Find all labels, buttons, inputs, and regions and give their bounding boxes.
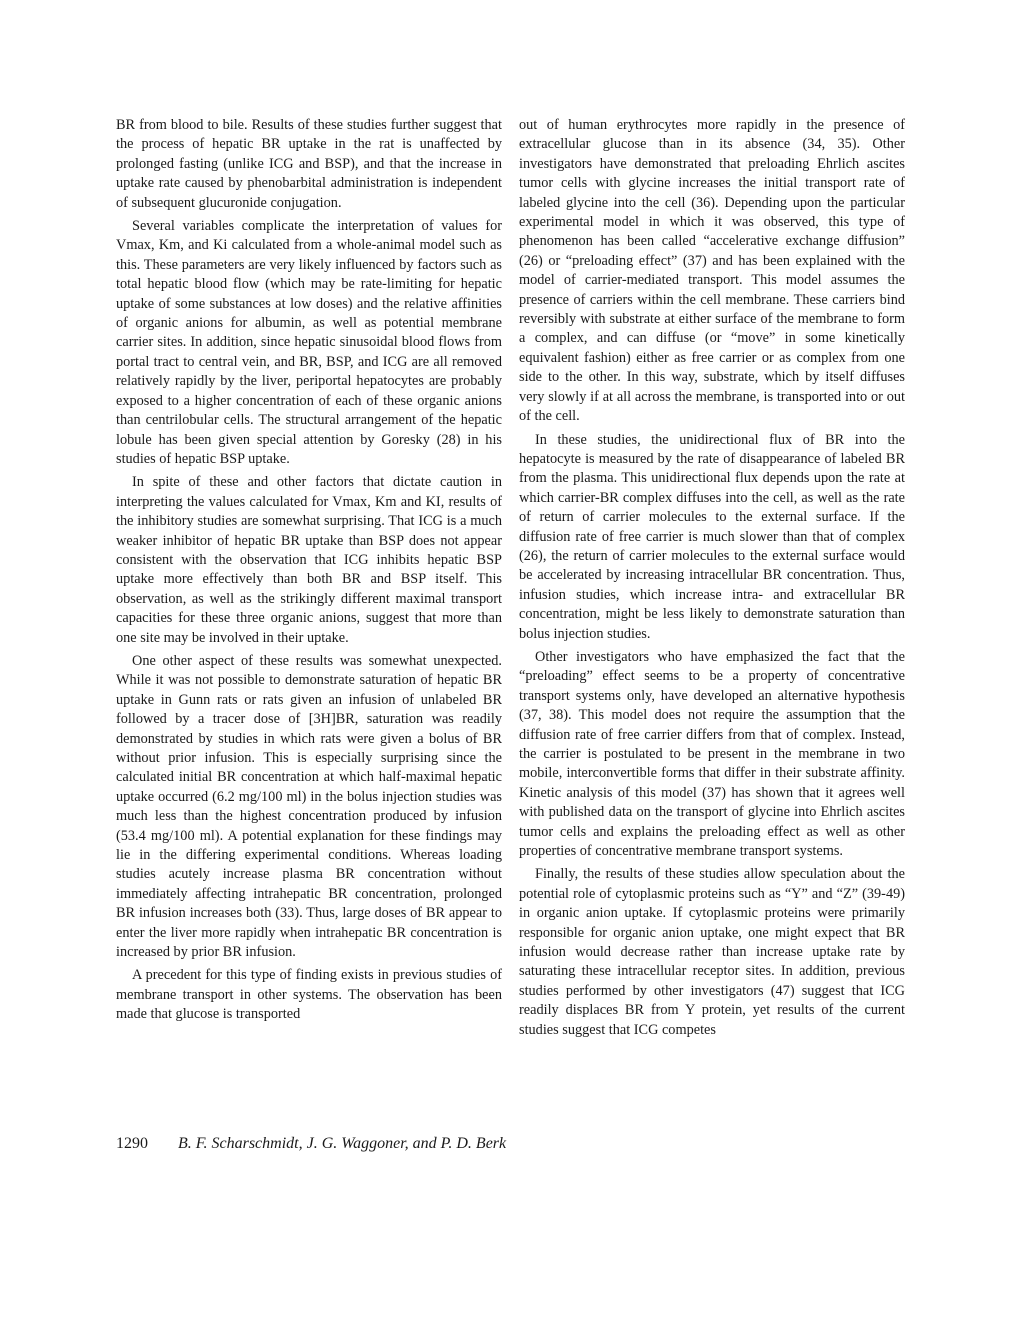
page-number: 1290 [116, 1135, 148, 1152]
paragraph: Several variables complicate the interpretation of values for Vmax, Km, and Ki calculated from a whole-animal model such as this. These parameters are very likely influenced by factors such as total hepatic blood flow (which may be rate-limiting for hepatic uptake of some substances at low doses) and the relative affinities of organic anions for albumin, as well as potential membrane carrier sites. In addition, since hepatic sinusoidal blood flows from portal tract to central vein, and BR, BSP, and ICG are all removed relatively rapidly by the liver, periportal hepatocytes are probably exposed to a higher concentration of each of these organic anions than centrilobular cells. The structural arrangement of the hepatic lobule has been given special attention by Goresky (28) in his studies of hepatic BSP uptake. [116, 218, 502, 467]
running-authors: B. F. Scharschmidt, J. G. Waggoner, and P. D. Berk [178, 1135, 507, 1152]
paragraph: In these studies, the unidirectional flux of BR into the hepatocyte is measured by the rate of disappearance of labeled BR from the plasma. This unidirectional flux depends upon the rate at which carrier-BR complex diffuses into the cell, as well as the rate of return of carrier molecules to the external surface. If the diffusion rate of free carrier is much slower than that of complex (26), the return of carrier molecules to the external surface would be accelerated by increasing intracellular BR concentration. Thus, infusion studies, which increase intra- and extracellular BR concentration, might be less likely to demonstrate saturation than bolus injection studies. [519, 431, 905, 642]
paragraph: Finally, the results of these studies allow speculation about the potential role of cytoplasmic proteins such as “Y” and “Z” (39-49) in organic anion uptake. If cytoplasmic proteins were primarily responsible for organic anion uptake, one might expect that BR infusion would decrease rather than increase uptake rate by saturating these intracellular receptor sites. In addition, previous studies performed by other investigators (47) suggest that ICG readily displaces BR from Y protein, yet results of the current studies suggest that ICG competes [519, 866, 905, 1038]
page-footer [116, 1135, 716, 1153]
paragraph: A precedent for this type of finding exists in previous studies of membrane transport in other systems. The observation has been made that glucose is transported [116, 967, 502, 1023]
left-text-column [116, 116, 502, 1029]
paragraph: One other aspect of these results was somewhat unexpected. While it was not possible to demonstrate saturation of hepatic BR uptake in Gunn rats or rats given an infusion of unlabeled BR followed by a tracer dose of [3H]BR, saturation was readily demonstrated by studies in which rats were given a bolus of BR without prior infusion. This is especially surprising since the calculated initial BR concentration at which half-maximal hepatic uptake occurred (6.2 mg/100 ml) in the bolus injection studies was much less than the highest concentration produced by infusion (53.4 mg/100 ml). A potential explanation for these findings may lie in the differing experimental conditions. Whereas loading studies acutely increase plasma BR concentration without immediately affecting intrahepatic BR concentration, prolonged BR infusion increases both (33). Thus, large doses of BR appear to enter the liver more rapidly when intrahepatic BR concentration is increased by prior BR infusion. [116, 652, 502, 961]
paragraph: BR from blood to bile. Results of these studies further suggest that the process of hepatic BR uptake in the rat is unaffected by prolonged fasting (unlike ICG and BSP), and that the increase in uptake rate caused by phenobarbital administration is independent of subsequent glucuronide conjugation. [116, 117, 502, 211]
right-text-column [519, 116, 905, 1044]
paragraph: Other investigators who have emphasized the fact that the “preloading” effect seems to be a property of concentrative transport systems only, have developed an alternative hypothesis (37, 38). This model does not require the assumption that the diffusion rate of free carrier differs from that of complex. Instead, the carrier is postulated to be present in the membrane in two mobile, interconvertible forms that differ in their substrate affinity. Kinetic analysis of this model (37) has shown that it agrees well with published data on the transport of glycine into Ehrlich ascites tumor cells and explains the preloading effect as well as other properties of concentrative membrane transport systems. [519, 648, 905, 860]
paragraph: out of human erythrocytes more rapidly in the presence of extracellular glucose than in its absence (34, 35). Other investigators have demonstrated that preloading Ehrlich ascites tumor cells with glycine increases the initial transport rate of labeled glycine into the cell (36). Depending upon the particular experimental model in which it was observed, this type of phenomenon has been called “accelerative exchange diffusion” (26) or “preloading effect” (37) and has been explained with the model of carrier-mediated transport. This model assumes the presence of carriers within the cell membrane. These carriers bind reversibly with substrate at either surface of the membrane to form a complex, and can diffuse (or “move” in some kinetically equivalent fashion) either as free carrier or as complex from one side to the other. In this way, substrate, which by itself diffuses very slowly if at all across the membrane, is transported into or out of the cell. [519, 117, 905, 425]
paragraph: In spite of these and other factors that dictate caution in interpreting the values calculated for Vmax, Km and KI, results of the inhibitory studies are somewhat surprising. That ICG is a much weaker inhibitor of hepatic BR uptake than BSP does not appear consistent with the observation that ICG inhibits hepatic BSP uptake more effectively than both BR and BSP itself. This observation, as well as the strikingly different maximal transport capacities for these three organic anions, suggest that more than one site may be involved in their uptake. [116, 474, 502, 646]
